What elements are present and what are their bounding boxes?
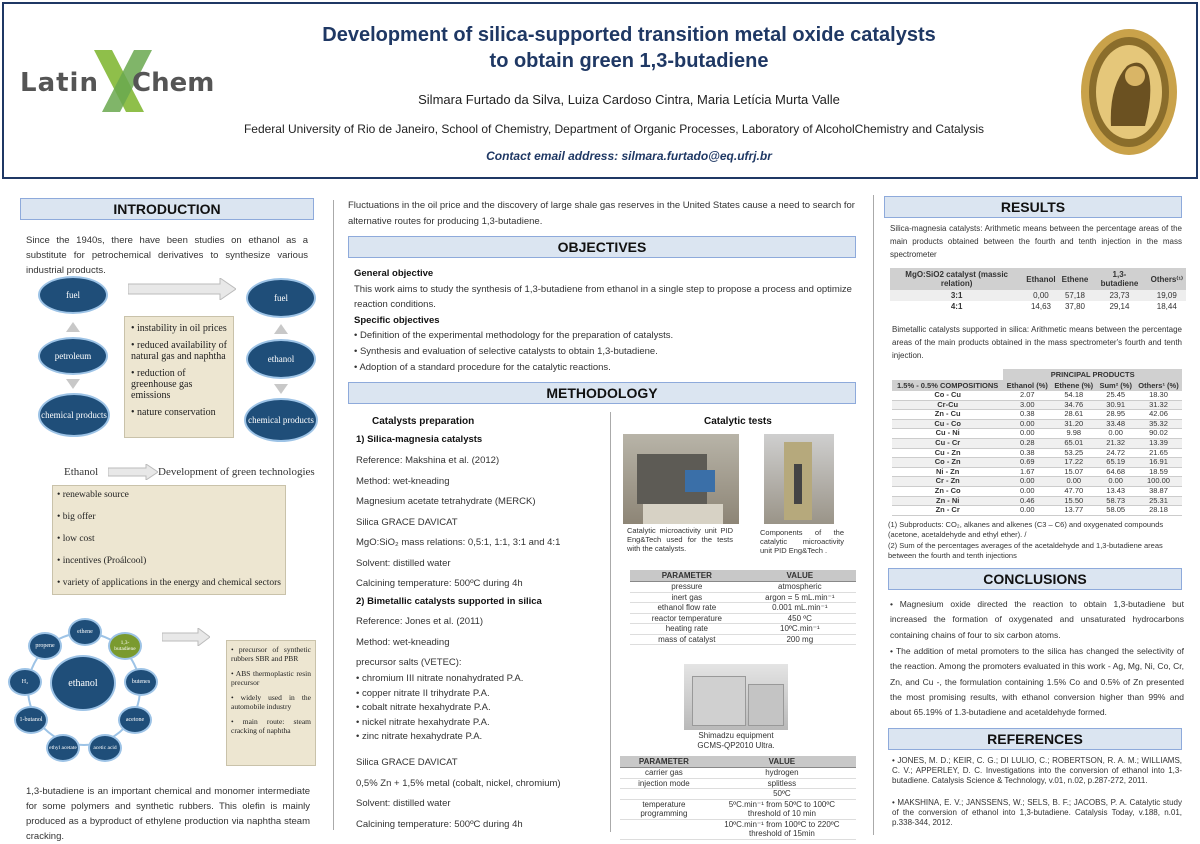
intro-paragraph-1: Since the 1940s, there have been studies on ethanol as a substitute for petrochemical derivatives to synthesize various industrial products.: [26, 235, 308, 276]
use-item: • main route: steam cracking of naphtha: [231, 717, 311, 735]
method-line: Solvent: distilled water: [356, 798, 451, 809]
table-cell: 38.87: [1135, 486, 1182, 496]
table-cell: Cu - Ni: [892, 429, 1003, 439]
conclusion-paragraph: • The addition of metal promoters to the silica has changed the selectivity of the reaction. Among the promoters evaluated in this work - Ag, Mg, Ni, Co, Cr, Zn, and Cu -, the formulation containing 1.5% Co and 0.5% of Zn presented the most promising results, with ethanol conversion higher than 99% and about 65.19% of 1.3-butadiene and acetaldehyde formed.: [890, 646, 1184, 718]
table-header: Ethene: [1059, 268, 1092, 290]
table-cell: 28.61: [1051, 410, 1096, 420]
table-header: Others⁽¹⁾: [1148, 268, 1186, 290]
table-cell: 0.001 mL.min⁻¹: [744, 603, 856, 614]
table-cell: Ni - Zn: [892, 467, 1003, 477]
specific-objective: • Synthesis and evaluation of selective catalysts to obtain 1,3-butadiene.: [354, 346, 658, 357]
table-cell: 31.20: [1051, 419, 1096, 429]
table-row: [620, 778, 856, 789]
table-cell: 0.38: [1003, 410, 1051, 420]
salt-item: • nickel nitrate hexahydrate P.A.: [356, 716, 490, 728]
advantage-item: • big offer: [57, 512, 96, 522]
table-cell: Cr - Zn: [892, 477, 1003, 487]
table-cell: Zn - Cu: [892, 410, 1003, 420]
table-row: [892, 410, 1182, 420]
method-line: Method: wet-kneading: [356, 636, 450, 648]
table-cell: 450 ºC: [744, 613, 856, 624]
derivative-node: H₂: [8, 668, 42, 696]
conclusion-paragraph: • Magnesium oxide directed the reaction to obtain 1,3-butadiene but increased the formation of oxygenated and unsaturated hydrocarbons containing chains of four to six carbon atoms.: [890, 599, 1184, 640]
ethanol-label: Ethanol: [64, 466, 99, 478]
table-cell: ethanol flow rate: [630, 603, 744, 614]
table-cell: 35.32: [1135, 419, 1182, 429]
table-cell: [620, 819, 708, 839]
table-cell: 10ºC.min⁻¹ from 100ºC to 220ºC threshold of 15min: [708, 819, 856, 839]
table-cell: 16.91: [1135, 458, 1182, 468]
table-header: Ethanol (%): [1003, 380, 1051, 391]
table-cell: carrier gas: [620, 768, 708, 779]
table-cell: 37,80: [1064, 302, 1085, 311]
table-cell: 0.00: [1096, 477, 1135, 487]
method-line: MgO:SiO₂ mass relations: 0,5:1, 1:1, 3:1 and 4:1: [356, 537, 561, 548]
table-cell: 64.68: [1096, 467, 1135, 477]
catalysts-preparation-title: Catalysts preparation: [372, 416, 475, 427]
table-cell: 0.00: [1003, 429, 1051, 439]
table-cell: temperature programming: [620, 799, 708, 819]
motivation-item: • nature conservation: [131, 407, 216, 418]
table-cell: 100.00: [1135, 477, 1182, 487]
table-cell: 30.91: [1096, 400, 1135, 410]
table-cell: mass of catalyst: [630, 634, 744, 645]
fuel-left-node: fuel: [38, 276, 108, 314]
table-cell: Cu - Co: [892, 419, 1003, 429]
table-row: [620, 799, 856, 819]
table-cell: 200 mg: [744, 634, 856, 645]
derivative-node-highlight: 1,3-butadiene: [108, 632, 142, 660]
table-header: MgO:SiO2 catalyst (massic relation): [890, 268, 1023, 290]
reaction-conditions-table: [630, 570, 856, 645]
fuel-right-node: fuel: [246, 278, 316, 318]
poster-title: [254, 22, 1004, 74]
table-cell: 18.59: [1135, 467, 1182, 477]
table-cell: hydrogen: [708, 768, 856, 779]
table-cell: 0.69: [1003, 458, 1051, 468]
gcms-caption: Shimadzu equipment GCMS-QP2010 Ultra.: [697, 731, 775, 750]
table-cell: Cu - Zn: [892, 448, 1003, 458]
table-cell: 17.22: [1051, 458, 1096, 468]
introduction-heading: INTRODUCTION: [20, 198, 314, 220]
table-cell: 42.06: [1135, 410, 1182, 420]
table-cell: Zn - Co: [892, 486, 1003, 496]
table-cell: 0.46: [1003, 496, 1051, 506]
method-line: precursor salts (VETEC):: [356, 657, 462, 668]
advantage-item: • variety of applications in the energy and chemical sectors: [57, 578, 281, 588]
table-cell: inert gas: [630, 592, 744, 603]
table-cell: 0.00: [1003, 477, 1051, 487]
table-cell: 2.07: [1003, 391, 1051, 400]
table-row: [620, 789, 856, 800]
table-row: [890, 290, 1186, 301]
title-line-1: Development of silica-supported transition metal oxide catalysts: [322, 24, 936, 46]
logo-text-left: Latin: [20, 68, 99, 98]
salt-item: • zinc nitrate hexahydrate P.A.: [356, 731, 483, 743]
arrow-down-icon: [274, 384, 288, 394]
ethanol-node: ethanol: [246, 339, 316, 379]
table-row: [892, 458, 1182, 468]
salt-item: • chromium III nitrate nonahydrated P.A.: [356, 673, 524, 684]
table-row: [620, 768, 856, 779]
reference-item: • MAKSHINA, E. V.; JANSSENS, W.; SELS, B. F.; JACOBS, P. A. Catalytic study of the conversion of ethanol into 1,3-butadiene. Catalysis Today, v.188, n.01, p.338-344, 2012.: [892, 798, 1182, 827]
derivative-node: butenes: [124, 668, 158, 696]
table-cell: 90.02: [1135, 429, 1182, 439]
microactivity-unit-photo: [623, 434, 739, 524]
table-header: VALUE: [708, 756, 856, 768]
table-row: [892, 438, 1182, 448]
table-cell: 47.70: [1051, 486, 1096, 496]
method-line: Silica GRACE DAVICAT: [356, 757, 458, 768]
bimetallic-subtitle: 2) Bimetallic catalysts supported in silica: [356, 596, 542, 607]
specific-objective: • Adoption of a standard procedure for the catalytic reactions.: [354, 362, 611, 373]
table-cell: 58.05: [1096, 506, 1135, 516]
table-cell: 0.00: [1003, 486, 1051, 496]
method-line: Calcining temperature: 500ºC during 4h: [356, 578, 523, 589]
title-line-2: to obtain green 1,3-butadiene: [489, 50, 769, 72]
method-line: Method: wet-kneading: [356, 475, 450, 487]
table-cell: 18.30: [1135, 391, 1182, 400]
table-row: [890, 301, 1186, 312]
chemical-products-right-node: chemical products: [244, 398, 318, 442]
advantage-item: • renewable source: [57, 490, 129, 500]
silica-magnesia-subtitle: 1) Silica-magnesia catalysts: [356, 434, 483, 445]
table-cell: atmospheric: [744, 582, 856, 593]
specific-objective: • Definition of the experimental methodology for the preparation of catalysts.: [354, 330, 674, 341]
motivation-box: [124, 316, 234, 438]
components-caption: Components of the catalytic microactivity unit PID Eng&Tech .: [760, 528, 844, 555]
derivative-node: propene: [28, 632, 62, 660]
table-cell: 15.50: [1051, 496, 1096, 506]
table-cell: injection mode: [620, 778, 708, 789]
table-cell: 13.39: [1135, 438, 1182, 448]
objectives-heading: OBJECTIVES: [348, 236, 856, 258]
results-footnote-1: (1) Subproducts: CO₂, alkanes and alkenes (C3 – C6) and oxygenated compounds (acetone, acetaldehyde and ethyl ether). /: [888, 520, 1164, 539]
derivative-node: 1-butanol: [14, 706, 48, 734]
table-row: [630, 603, 856, 614]
use-item: • widely used in the automobile industry: [231, 693, 311, 711]
affiliation: Federal University of Rio de Janeiro, School of Chemistry, Department of Organic Processes, Laboratory of AlcoholChemistry and Catalysis: [243, 122, 985, 136]
table-cell: pressure: [630, 582, 744, 593]
table-cell: 10ºC.min⁻¹: [744, 624, 856, 635]
table-cell: 3:1: [890, 290, 1023, 301]
table-row: [892, 506, 1182, 516]
table-cell: 57,18: [1059, 290, 1092, 301]
unit-components-photo: [764, 434, 834, 524]
table-cell: 50ºC: [708, 789, 856, 800]
table-cell: 18,44: [1156, 302, 1177, 311]
table-cell: 0.00: [1051, 477, 1096, 487]
table-cell: 65.19: [1096, 458, 1135, 468]
table-cell: 0.28: [1003, 438, 1051, 448]
method-line: Magnesium acetate tetrahydrate (MERCK): [356, 496, 536, 507]
table-cell: 65.01: [1051, 438, 1096, 448]
results-intro-2: Bimetallic catalysts supported in silica: Arithmetic means between the percentage areas of the main products obtained in the mass spectrometer's fourth and tenth injection.: [892, 325, 1182, 360]
table-cell: 28.18: [1135, 506, 1182, 516]
method-line: Reference: Makshina et al. (2012): [356, 455, 500, 466]
table-row: [630, 613, 856, 624]
method-line: Solvent: distilled water: [356, 557, 451, 569]
table-cell: Cu - Cr: [892, 438, 1003, 448]
table-cell: Zn - Ni: [892, 496, 1003, 506]
specific-objectives-title: Specific objectives: [354, 315, 440, 326]
conclusions-heading: CONCLUSIONS: [888, 568, 1182, 590]
table-cell: Cr-Cu: [892, 400, 1003, 410]
table-cell: 0.38: [1003, 448, 1051, 458]
silica-magnesia-results-table: [890, 268, 1186, 312]
table-row: [630, 592, 856, 603]
column-divider-2: [873, 195, 874, 835]
results-heading: RESULTS: [884, 196, 1182, 218]
methodology-heading: METHODOLOGY: [348, 382, 856, 404]
table-header: Others¹ (%): [1135, 380, 1182, 391]
poster-header: [2, 2, 1198, 179]
table-header: PARAMETER: [630, 570, 744, 582]
table-cell: Zn - Cr: [892, 506, 1003, 516]
methodology-divider: [610, 412, 611, 832]
table-cell: 25.45: [1096, 391, 1135, 400]
table-cell: 13.43: [1096, 486, 1135, 496]
table-cell: 0.00: [1003, 506, 1051, 516]
table-cell: 54.18: [1051, 391, 1096, 400]
arrow-right-icon: [128, 278, 236, 300]
table-row: [620, 819, 856, 839]
motivation-item: • reduction of greenhouse gas emissions: [131, 368, 193, 401]
derivative-node: acetic acid: [88, 734, 122, 762]
results-intro-1: Silica-magnesia catalysts: Arithmetic means between the percentage areas of the main products obtained between the fourth and tenth injection in the mass spectrometer: [890, 224, 1182, 259]
derivative-node: acetone: [118, 706, 152, 734]
method-line: Calcining temperature: 500ºC during 4h: [356, 818, 523, 830]
table-row: [892, 391, 1182, 400]
advantage-item: • incentives (Proálcool): [57, 556, 147, 566]
table-cell: 0.00: [1003, 419, 1051, 429]
table-cell: Co - Zn: [892, 458, 1003, 468]
table-row: [630, 634, 856, 645]
contact-email: Contact email address: silmara.furtado@eq.ufrj.br: [486, 149, 772, 163]
university-seal-icon: [1079, 26, 1179, 158]
butadiene-uses-box: [226, 640, 316, 766]
general-objective-text: This work aims to study the synthesis of 1,3-butadiene from ethanol in a single step to propose a process and optimize reaction conditions.: [354, 284, 852, 310]
table-cell: splitless: [708, 778, 856, 789]
table-cell: 24.72: [1096, 448, 1135, 458]
use-item: • precursor of synthetic rubbers SBR and PBR: [231, 645, 311, 663]
table-cell: [620, 789, 708, 800]
table-cell: 5ºC.min⁻¹ from 50ºC to 100ºC threshold of 10 min: [708, 799, 856, 819]
table-header: VALUE: [744, 570, 856, 582]
advantage-item: • low cost: [57, 534, 95, 544]
general-objective-title: General objective: [354, 268, 434, 279]
method-line: Reference: Jones et al. (2011): [356, 616, 484, 627]
logo-text-right: Chem: [132, 68, 215, 98]
bimetallic-results-table: [892, 369, 1182, 516]
table-row: [630, 582, 856, 593]
arrow-right-icon: [108, 464, 158, 480]
principal-products-header: PRINCIPAL PRODUCTS: [1003, 369, 1182, 380]
table-cell: 1.67: [1003, 467, 1051, 477]
microactivity-caption: Catalytic microactivity unit PID Eng&Tech used for the tests with the catalysts.: [627, 526, 733, 553]
table-cell: 53.25: [1051, 448, 1096, 458]
gc-parameters-table: [620, 756, 856, 840]
arrow-down-icon: [66, 379, 80, 389]
table-cell: 58.73: [1096, 496, 1135, 506]
use-item: • ABS thermoplastic resin precursor: [231, 669, 311, 687]
catalytic-tests-title: Catalytic tests: [704, 416, 772, 427]
table-cell: 9.98: [1051, 429, 1096, 439]
table-cell: 21.65: [1135, 448, 1182, 458]
table-cell: 14,63: [1030, 302, 1051, 311]
method-line: Silica GRACE DAVICAT: [356, 516, 458, 528]
chemical-products-left-node: chemical products: [38, 393, 110, 437]
table-cell: 25.31: [1135, 496, 1182, 506]
arrow-right-icon: [162, 628, 210, 646]
table-header: Ethene (%): [1051, 380, 1096, 391]
table-cell: 29,14: [1109, 302, 1130, 311]
table-cell: Co - Cu: [892, 391, 1003, 400]
table-cell: 0,00: [1023, 290, 1058, 301]
table-cell: reactor temperature: [630, 613, 744, 624]
results-footnote-2: (2) Sum of the percentages averages of the acetaldehyde and 1,3-butadiene areas between the fourth and tenth injections: [888, 541, 1163, 560]
salt-item: • cobalt nitrate hexahydrate P.A.: [356, 702, 491, 714]
intro-paragraph-2: 1,3-butadiene is an important chemical and monomer intermediate for some polymers and synthetic rubbers. This olefin is mainly produced as a byproduct of ethylene production via naphtha steam cracking.: [26, 786, 310, 842]
table-cell: 15.07: [1051, 467, 1096, 477]
table-cell: 3.00: [1003, 400, 1051, 410]
references-heading: REFERENCES: [888, 728, 1182, 750]
motivation-item: • instability in oil prices: [131, 323, 227, 334]
table-cell: 31.32: [1135, 400, 1182, 410]
table-row: [892, 486, 1182, 496]
table-header: Sum² (%): [1096, 380, 1135, 391]
table-header: 1.5% - 0.5% COMPOSITIONS: [892, 380, 1003, 391]
salt-item: • copper nitrate II trihydrate P.A.: [356, 687, 490, 699]
table-cell: 4:1: [950, 302, 963, 311]
table-row: [892, 477, 1182, 487]
gcms-equipment-photo: [684, 664, 788, 730]
derivative-node: ethyl acetate: [46, 734, 80, 762]
table-header: Ethanol: [1023, 268, 1058, 290]
derivative-node: ethene: [68, 618, 102, 646]
table-cell: 33.48: [1096, 419, 1135, 429]
ethanol-advantages-box: [52, 485, 286, 595]
arrow-up-icon: [66, 322, 80, 332]
table-header: 1,3-butadiene: [1091, 268, 1147, 290]
table-cell: 23,73: [1091, 290, 1147, 301]
table-cell: 28.95: [1096, 410, 1135, 420]
authors: Silmara Furtado da Silva, Luiza Cardoso Cintra, Maria Letícia Murta Valle: [418, 92, 840, 107]
reference-item: • JONES, M. D.; KEIR, C. G.; DI LULIO, C.; ROBERTSON, R. A. M.; WILLIAMS, C. V.; APPERLEY, D. C. Investigations into the conversion of ethanol into 1,3-butadiene. Catalysis Science & Technology, v.01, n.02, p.287-272, 2011.: [892, 756, 1182, 785]
green-technologies-label: Development of green technologies: [158, 466, 315, 478]
method-line: 0,5% Zn + 1,5% metal (cobalt, nickel, chromium): [356, 777, 561, 789]
column-divider-1: [333, 200, 334, 830]
table-header: PARAMETER: [620, 756, 708, 768]
table-cell: heating rate: [630, 624, 744, 635]
table-cell: 21.32: [1096, 438, 1135, 448]
table-row: [630, 624, 856, 635]
latinchem-logo: [20, 50, 215, 112]
table-cell: 0.00: [1096, 429, 1135, 439]
table-cell: 19,09: [1148, 290, 1186, 301]
objectives-intro: Fluctuations in the oil price and the discovery of large shale gas reserves in the United States cause a need to search for alternative routes for producing 1,3-butadiene.: [348, 200, 855, 227]
table-cell: argon = 5 mL.min⁻¹: [744, 592, 856, 603]
arrow-up-icon: [274, 324, 288, 334]
petroleum-node: petroleum: [38, 337, 108, 375]
table-cell: 34.76: [1051, 400, 1096, 410]
motivation-item: • reduced availability of natural gas and naphtha: [131, 340, 227, 362]
ethanol-center-node: ethanol: [50, 655, 116, 711]
table-cell: 13.77: [1051, 506, 1096, 516]
